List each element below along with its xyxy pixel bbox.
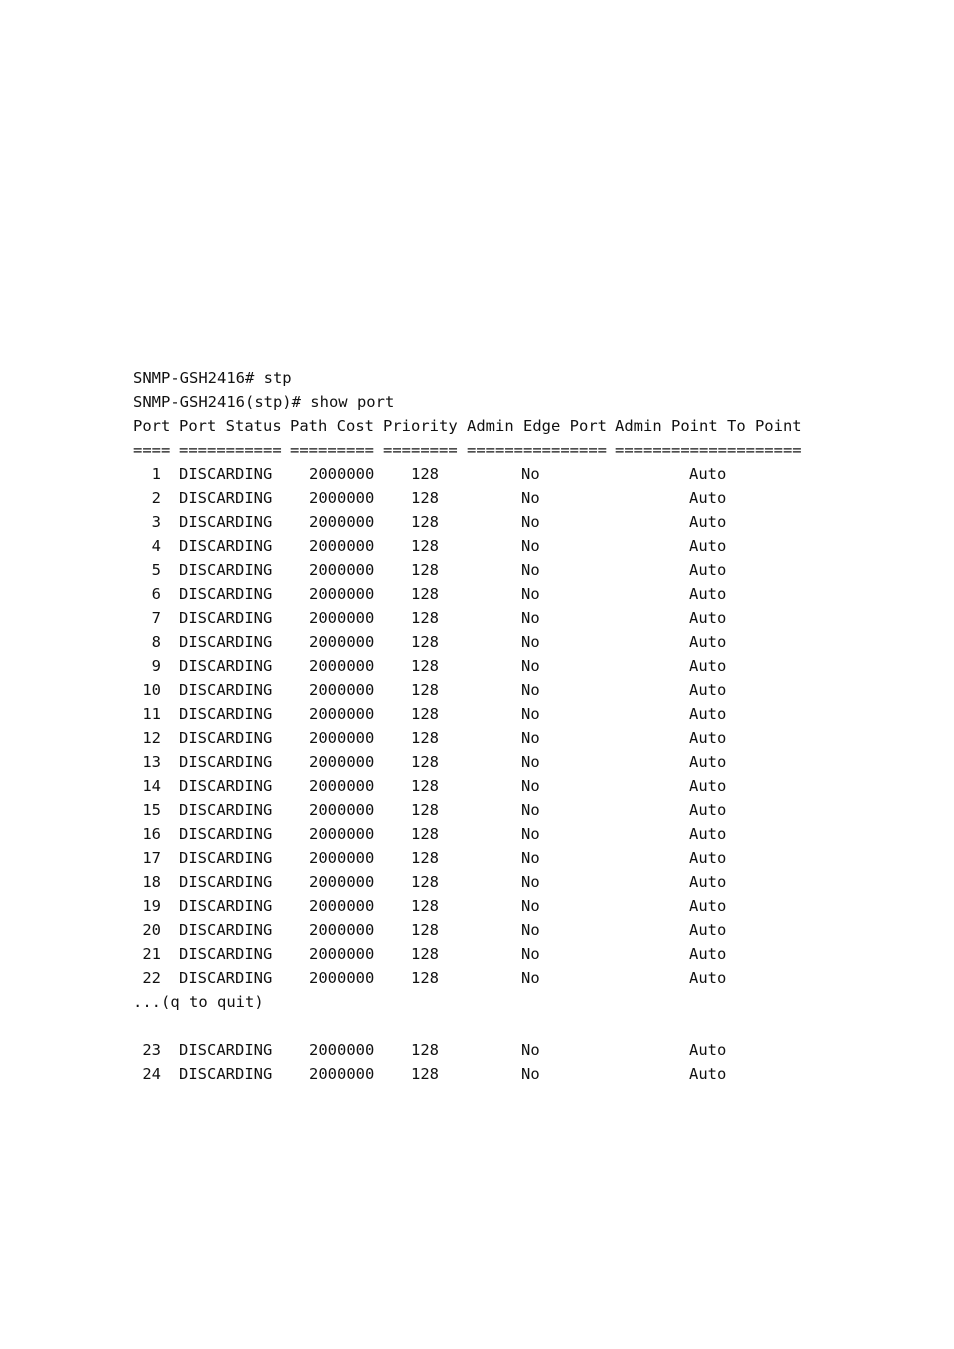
cell-port-status: DISCARDING [179,489,273,507]
separator-priority: ======== [383,441,458,459]
cell-path-cost: 2000000 [309,921,375,939]
header-priority: Priority [383,417,458,435]
cell-port: 23 [142,1041,161,1059]
cell-admin-edge-port: No [521,537,540,555]
cell-path-cost: 2000000 [309,657,375,675]
cell-admin-edge-port: No [521,921,540,939]
terminal-output [133,366,833,1086]
cell-admin-edge-port: No [521,729,540,747]
cell-port: 22 [142,969,161,987]
table-row [133,750,833,774]
cell-admin-edge-port: No [521,585,540,603]
table-row [133,558,833,582]
cell-priority: 128 [411,753,439,771]
cell-priority: 128 [411,513,439,531]
cell-admin-edge-port: No [521,945,540,963]
cell-priority: 128 [411,681,439,699]
cell-admin-point-to-point: Auto [689,1041,727,1059]
separator-port-status: =========== [179,441,282,459]
cell-priority: 128 [411,609,439,627]
cell-priority: 128 [411,777,439,795]
cell-priority: 128 [411,657,439,675]
cell-port: 3 [151,513,161,531]
cell-path-cost: 2000000 [309,801,375,819]
cell-path-cost: 2000000 [309,681,375,699]
command-line: SNMP-GSH2416# stp [133,369,292,387]
cell-path-cost: 2000000 [309,849,375,867]
cell-admin-edge-port: No [521,849,540,867]
cell-admin-edge-port: No [521,825,540,843]
cell-priority: 128 [411,825,439,843]
cell-priority: 128 [411,849,439,867]
cell-port: 20 [142,921,161,939]
header-admin-point-to-point: Admin Point To Point [615,417,802,435]
table-row [133,870,833,894]
cell-port: 7 [151,609,161,627]
cell-priority: 128 [411,561,439,579]
cell-port-status: DISCARDING [179,561,273,579]
pager-prompt: ...(q to quit) [133,993,264,1011]
blank-line [133,1014,833,1038]
cell-path-cost: 2000000 [309,705,375,723]
cell-admin-point-to-point: Auto [689,729,727,747]
cell-port-status: DISCARDING [179,897,273,915]
cell-admin-point-to-point: Auto [689,945,727,963]
cell-admin-point-to-point: Auto [689,801,727,819]
separator-path-cost: ========= [290,441,374,459]
table-row [133,942,833,966]
cell-priority: 128 [411,489,439,507]
cell-port: 2 [151,489,161,507]
cell-admin-point-to-point: Auto [689,921,727,939]
cell-port-status: DISCARDING [179,849,273,867]
header-port-status: Port Status [179,417,282,435]
cell-admin-point-to-point: Auto [689,513,727,531]
cell-admin-edge-port: No [521,681,540,699]
command-line: SNMP-GSH2416(stp)# show port [133,393,395,411]
cell-admin-point-to-point: Auto [689,753,727,771]
cell-port: 15 [142,801,161,819]
separator-port: ==== [133,441,171,459]
cell-priority: 128 [411,945,439,963]
cell-port-status: DISCARDING [179,969,273,987]
cell-admin-edge-port: No [521,1041,540,1059]
cell-admin-edge-port: No [521,489,540,507]
cell-priority: 128 [411,537,439,555]
cell-priority: 128 [411,465,439,483]
table-row [133,654,833,678]
cell-path-cost: 2000000 [309,537,375,555]
cell-admin-point-to-point: Auto [689,537,727,555]
cell-admin-edge-port: No [521,801,540,819]
cell-admin-point-to-point: Auto [689,681,727,699]
cell-admin-edge-port: No [521,873,540,891]
cell-admin-point-to-point: Auto [689,777,727,795]
separator-admin-edge-port: =============== [467,441,607,459]
cell-priority: 128 [411,633,439,651]
cell-port: 1 [151,465,161,483]
cell-admin-edge-port: No [521,561,540,579]
cell-priority: 128 [411,585,439,603]
table-body-page1 [133,462,833,990]
cell-path-cost: 2000000 [309,633,375,651]
table-row [133,486,833,510]
cell-port-status: DISCARDING [179,465,273,483]
header-path-cost: Path Cost [290,417,374,435]
cell-path-cost: 2000000 [309,1065,375,1083]
cell-path-cost: 2000000 [309,585,375,603]
cell-priority: 128 [411,729,439,747]
cell-path-cost: 2000000 [309,729,375,747]
cell-priority: 128 [411,873,439,891]
table-row [133,822,833,846]
header-admin-edge-port: Admin Edge Port [467,417,607,435]
cell-priority: 128 [411,897,439,915]
cell-port-status: DISCARDING [179,585,273,603]
table-row [133,798,833,822]
cell-port-status: DISCARDING [179,609,273,627]
table-row [133,462,833,486]
cell-path-cost: 2000000 [309,513,375,531]
cell-path-cost: 2000000 [309,945,375,963]
table-row [133,774,833,798]
table-row [133,630,833,654]
cell-port-status: DISCARDING [179,873,273,891]
table-row [133,894,833,918]
cell-port: 8 [151,633,161,651]
cell-admin-edge-port: No [521,1065,540,1083]
cell-admin-point-to-point: Auto [689,465,727,483]
cell-port-status: DISCARDING [179,633,273,651]
table-row [133,534,833,558]
table-row [133,678,833,702]
cell-admin-edge-port: No [521,753,540,771]
table-row [133,918,833,942]
cell-admin-edge-port: No [521,513,540,531]
cell-port-status: DISCARDING [179,945,273,963]
cell-admin-point-to-point: Auto [689,1065,727,1083]
cell-path-cost: 2000000 [309,777,375,795]
cell-port: 4 [151,537,161,555]
cell-admin-point-to-point: Auto [689,561,727,579]
cell-admin-point-to-point: Auto [689,969,727,987]
cell-admin-point-to-point: Auto [689,585,727,603]
cell-path-cost: 2000000 [309,969,375,987]
cell-path-cost: 2000000 [309,609,375,627]
cell-admin-point-to-point: Auto [689,825,727,843]
cell-port: 14 [142,777,161,795]
cell-path-cost: 2000000 [309,873,375,891]
cell-admin-point-to-point: Auto [689,849,727,867]
separator-admin-point-to-point: ==================== [615,441,802,459]
cell-priority: 128 [411,1065,439,1083]
table-row [133,510,833,534]
cell-admin-edge-port: No [521,465,540,483]
cell-path-cost: 2000000 [309,465,375,483]
cell-priority: 128 [411,921,439,939]
cell-admin-edge-port: No [521,609,540,627]
cell-admin-edge-port: No [521,657,540,675]
cell-path-cost: 2000000 [309,753,375,771]
cell-admin-edge-port: No [521,633,540,651]
cell-port-status: DISCARDING [179,777,273,795]
header-separator [133,438,833,462]
cell-port: 9 [151,657,161,675]
cell-priority: 128 [411,801,439,819]
cell-path-cost: 2000000 [309,1041,375,1059]
table-row [133,606,833,630]
cell-port-status: DISCARDING [179,657,273,675]
table-row [133,1062,833,1086]
cell-port-status: DISCARDING [179,537,273,555]
cell-port-status: DISCARDING [179,729,273,747]
cell-port: 24 [142,1065,161,1083]
table-row [133,846,833,870]
cell-path-cost: 2000000 [309,561,375,579]
cell-port: 5 [151,561,161,579]
cell-port: 13 [142,753,161,771]
cell-admin-point-to-point: Auto [689,873,727,891]
table-row [133,582,833,606]
cell-port-status: DISCARDING [179,753,273,771]
cell-path-cost: 2000000 [309,825,375,843]
cell-priority: 128 [411,705,439,723]
cell-admin-point-to-point: Auto [689,657,727,675]
cell-port: 16 [142,825,161,843]
cell-port-status: DISCARDING [179,1041,273,1059]
cell-admin-edge-port: No [521,897,540,915]
cell-port: 6 [151,585,161,603]
cell-port-status: DISCARDING [179,921,273,939]
cell-admin-edge-port: No [521,969,540,987]
cell-port: 12 [142,729,161,747]
cell-priority: 128 [411,1041,439,1059]
cell-priority: 128 [411,969,439,987]
table-header [133,414,833,438]
cell-port: 11 [142,705,161,723]
cell-admin-point-to-point: Auto [689,705,727,723]
cell-port: 17 [142,849,161,867]
cell-port: 10 [142,681,161,699]
cell-port: 19 [142,897,161,915]
cell-port: 21 [142,945,161,963]
cell-port-status: DISCARDING [179,513,273,531]
cell-admin-edge-port: No [521,777,540,795]
table-body-page2 [133,1038,833,1086]
cell-admin-edge-port: No [521,705,540,723]
cell-admin-point-to-point: Auto [689,489,727,507]
header-port: Port [133,417,171,435]
cell-port-status: DISCARDING [179,705,273,723]
table-row [133,702,833,726]
cell-port-status: DISCARDING [179,681,273,699]
cell-path-cost: 2000000 [309,489,375,507]
cell-admin-point-to-point: Auto [689,897,727,915]
table-row [133,1038,833,1062]
table-row [133,966,833,990]
cell-port-status: DISCARDING [179,801,273,819]
table-row [133,726,833,750]
cell-admin-point-to-point: Auto [689,609,727,627]
cell-port-status: DISCARDING [179,1065,273,1083]
cell-path-cost: 2000000 [309,897,375,915]
cell-port: 18 [142,873,161,891]
cell-port-status: DISCARDING [179,825,273,843]
cell-admin-point-to-point: Auto [689,633,727,651]
